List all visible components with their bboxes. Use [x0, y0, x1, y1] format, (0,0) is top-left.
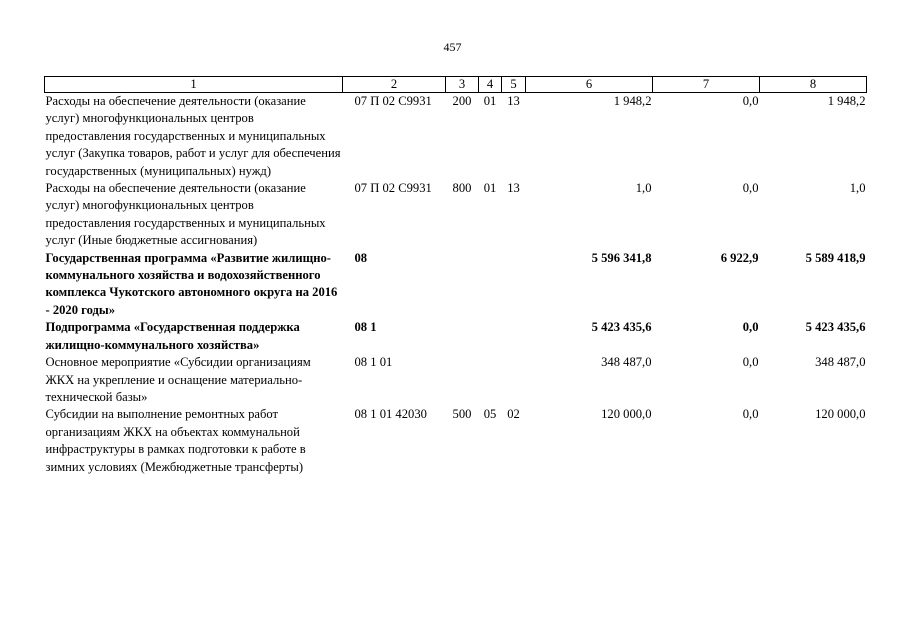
header-row — [45, 77, 867, 93]
row-target-article-code: 08 1 01 — [354, 355, 393, 370]
row-name: Основное мероприятие «Субсидии организациям ЖКХ на укрепление и оснащение материально-технической базы» — [45, 355, 311, 404]
row-section-code: 05 — [483, 407, 497, 422]
row-section-code: 01 — [483, 181, 497, 196]
row-total: 1 948,2 — [827, 94, 866, 108]
header-col-7: 7 — [653, 77, 760, 93]
row-section-code — [479, 250, 502, 320]
row-amount: 120 000,0 — [601, 407, 652, 422]
row-section-code: 01 — [483, 94, 497, 108]
row-section-code — [479, 354, 502, 406]
row-subsection-code — [502, 319, 526, 354]
row-name: Подпрограмма «Государственная поддержка жилищно-коммунального хозяйства» — [45, 320, 300, 352]
table-row — [45, 250, 867, 320]
row-amount: 348 487,0 — [601, 355, 652, 370]
row-change: 6 922,9 — [720, 250, 759, 265]
row-change: 0,0 — [742, 320, 759, 335]
table-row — [45, 354, 867, 406]
row-subsection-code: 13 — [507, 181, 520, 196]
row-subsection-code: 13 — [507, 94, 520, 108]
row-total: 120 000,0 — [815, 407, 866, 422]
row-amount: 5 423 435,6 — [591, 320, 652, 335]
table-header — [45, 77, 867, 93]
row-amount: 5 596 341,8 — [591, 250, 652, 265]
header-col-1: 1 — [45, 77, 343, 93]
row-total: 5 589 418,9 — [805, 250, 866, 265]
row-expense-type-code — [446, 250, 479, 320]
table-row — [45, 406, 867, 476]
row-change: 0,0 — [742, 181, 759, 196]
row-expense-type-code — [446, 319, 479, 354]
row-subsection-code — [502, 354, 526, 406]
header-col-2: 2 — [343, 77, 446, 93]
row-subsection-code — [502, 250, 526, 320]
row-target-article-code: 08 — [354, 250, 368, 265]
row-target-article-code: 08 1 — [354, 320, 377, 335]
header-col-5: 5 — [502, 77, 526, 93]
row-target-article-code: 08 1 01 42030 — [354, 407, 427, 422]
row-section-code — [479, 319, 502, 354]
table-row — [45, 93, 867, 181]
row-subsection-code: 02 — [507, 407, 520, 422]
row-name: Расходы на обеспечение деятельности (оказание услуг) многофункциональных центров предоставления государственных и муниципальных услуг (Иные бюджетные ассигнования) — [45, 181, 326, 248]
row-amount: 1 948,2 — [613, 94, 652, 108]
row-change: 0,0 — [742, 94, 759, 108]
page-number: 457 — [443, 40, 462, 54]
table-body — [45, 93, 867, 476]
row-expense-type-code: 500 — [452, 407, 472, 422]
row-target-article-code: 07 П 02 С9931 — [354, 94, 432, 108]
row-change: 0,0 — [742, 355, 759, 370]
row-total: 1,0 — [849, 181, 866, 196]
row-total: 348 487,0 — [815, 355, 866, 370]
row-target-article-code: 07 П 02 С9931 — [354, 181, 432, 196]
budget-table — [44, 76, 867, 476]
row-amount: 1,0 — [635, 181, 652, 196]
header-col-3: 3 — [446, 77, 479, 93]
header-col-8: 8 — [760, 77, 867, 93]
row-expense-type-code: 800 — [452, 181, 472, 196]
row-name: Субсидии на выполнение ремонтных работ организациям ЖКХ на объектах коммунальной инфраструктуры в рамках подготовки к работе в зимних условиях (Межбюджетные трансферты) — [45, 407, 306, 474]
header-col-4: 4 — [479, 77, 502, 93]
table-row — [45, 180, 867, 250]
row-expense-type-code — [446, 354, 479, 406]
row-name: Государственная программа «Развитие жилищно-коммунального хозяйства и водохозяйственного комплекса Чукотского автономного округа на 2016 - 2020 годы» — [45, 250, 338, 317]
row-change: 0,0 — [742, 407, 759, 422]
header-col-6: 6 — [526, 77, 653, 93]
table-row — [45, 319, 867, 354]
row-expense-type-code: 200 — [452, 94, 472, 108]
row-total: 5 423 435,6 — [805, 320, 866, 335]
row-name: Расходы на обеспечение деятельности (оказание услуг) многофункциональных центров предоставления государственных и муниципальных услуг (Закупка товаров, работ и услуг для обеспечения государственных (муниципальных) нужд) — [45, 94, 341, 178]
